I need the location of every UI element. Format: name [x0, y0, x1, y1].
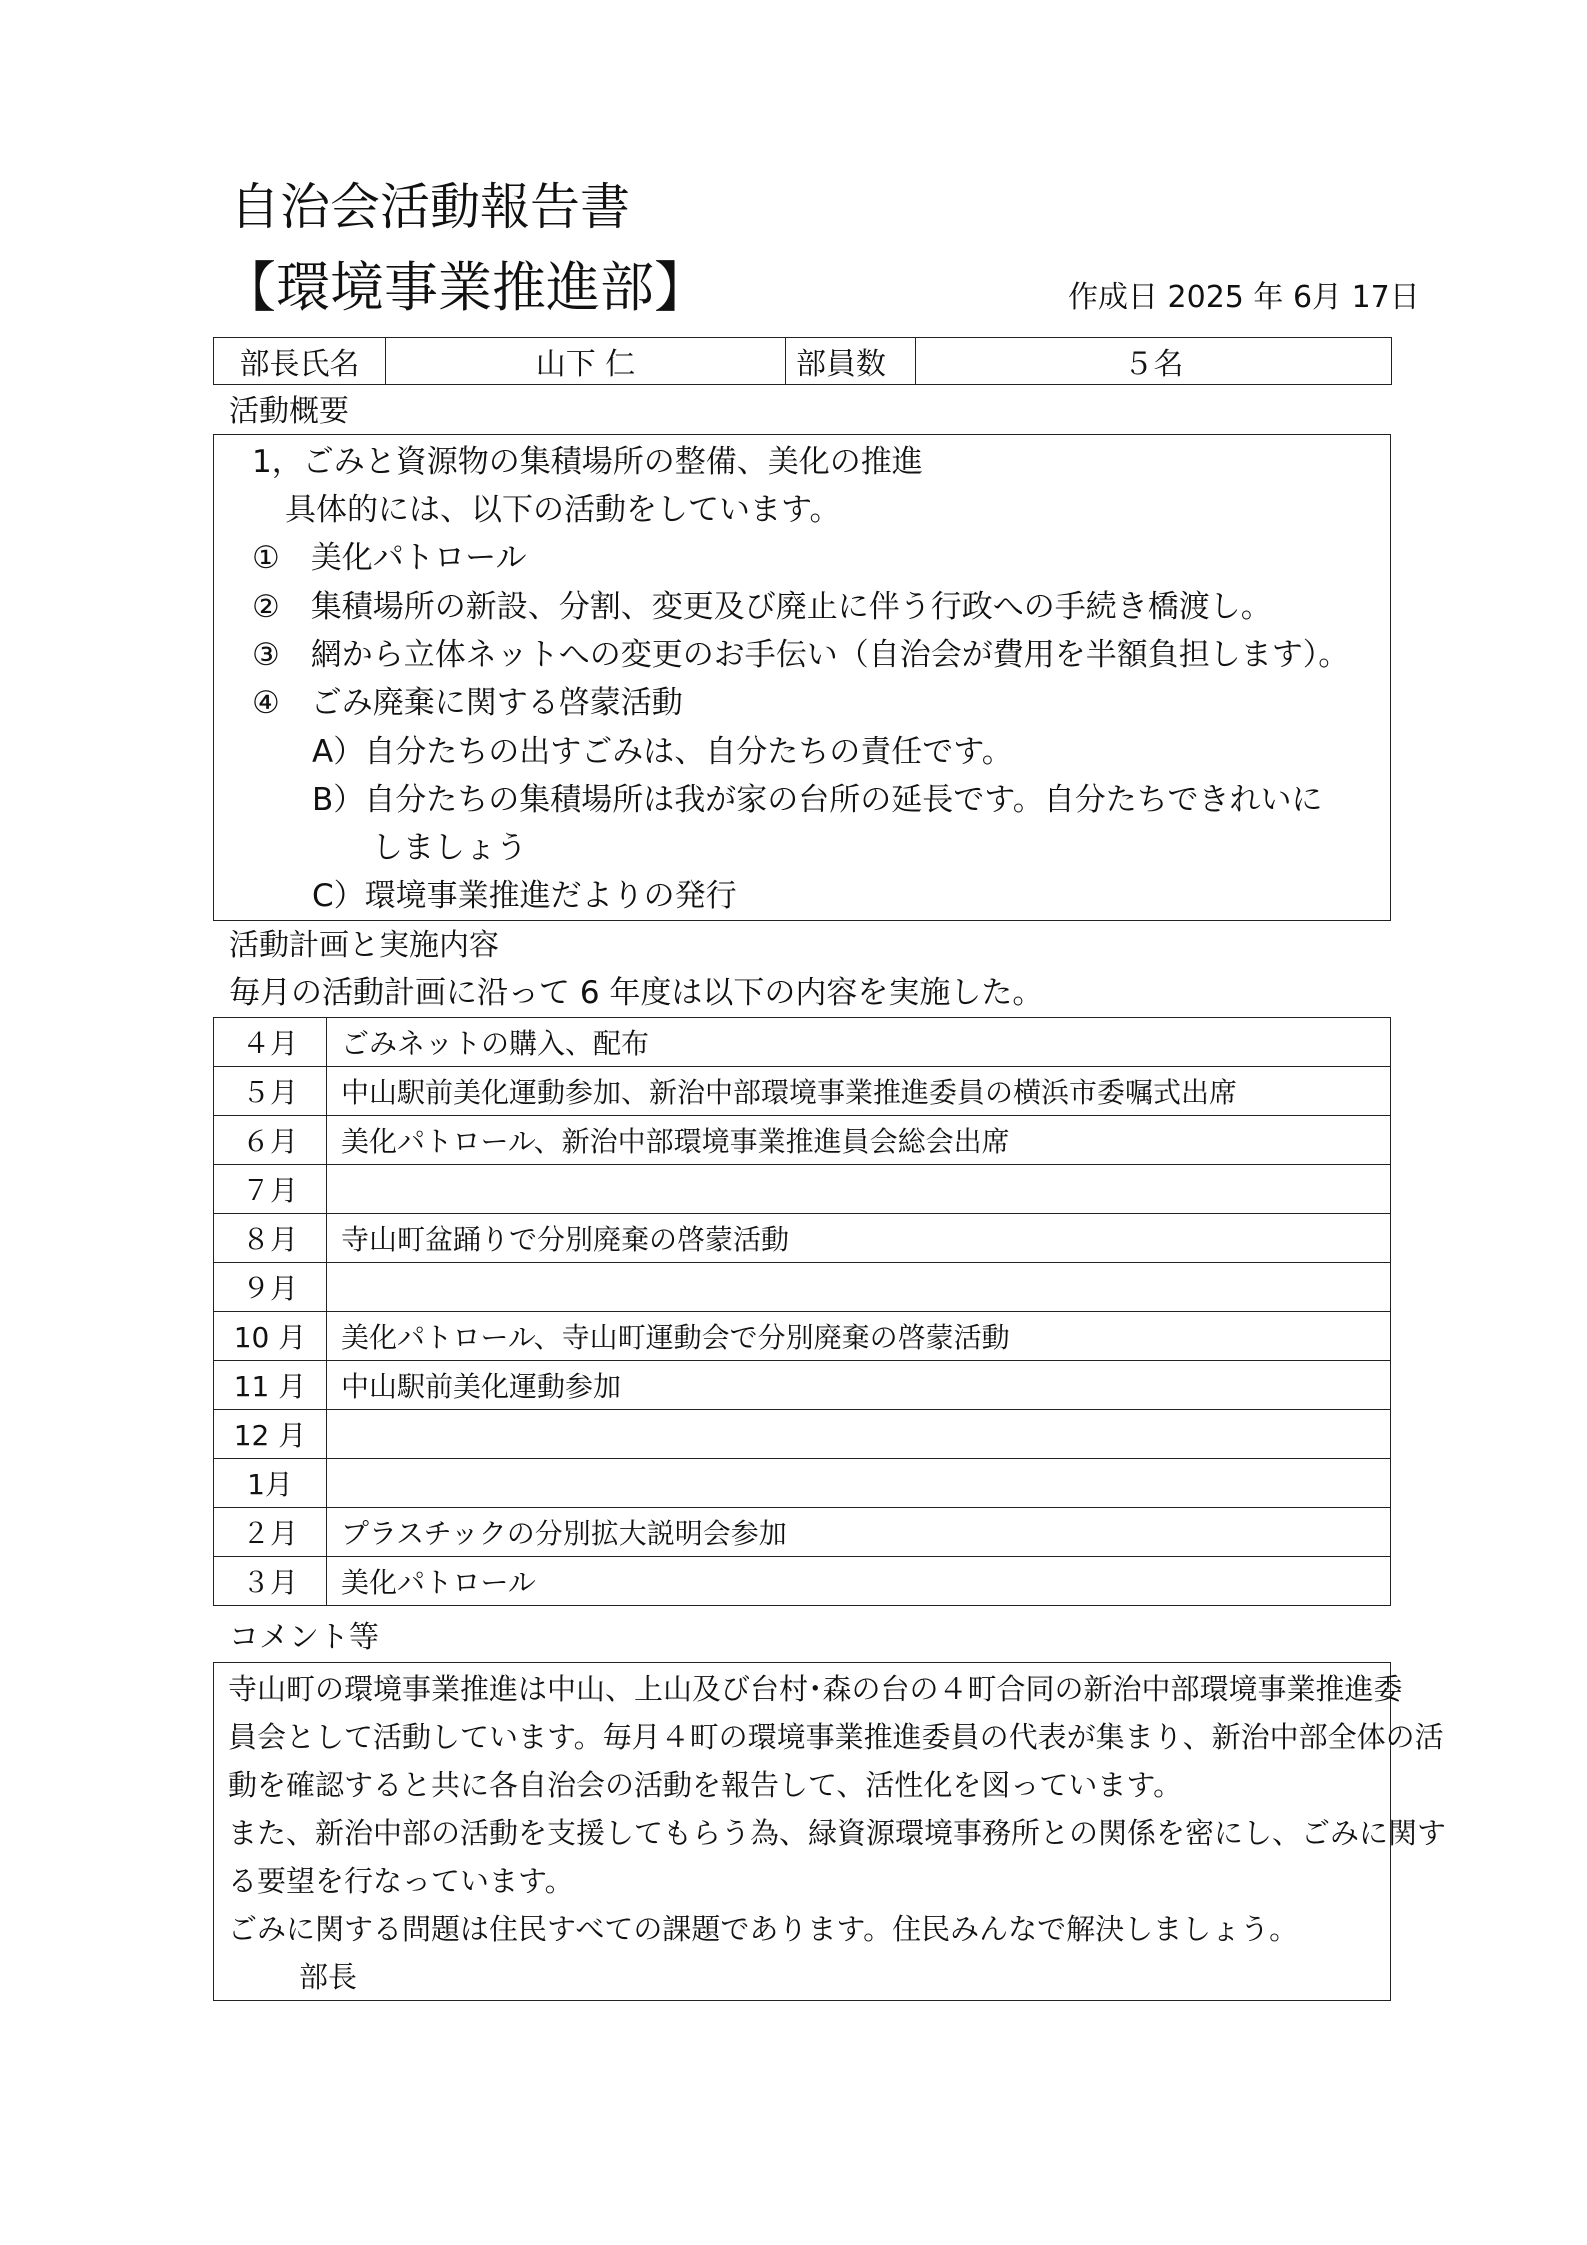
table-row	[214, 1116, 1391, 1165]
comment-line: 寺山町の環境事業推進は中山、上山及び台村･森の台の４町合同の新治中部環境事業推進委	[228, 1672, 1403, 1706]
month-cell: 11 月	[214, 1361, 327, 1410]
table-row	[214, 1067, 1391, 1116]
comment-box	[213, 1662, 1447, 2001]
creation-date: 作成日 2025 年 6月 17日	[1068, 280, 1420, 315]
table-row	[214, 1263, 1391, 1312]
summary-box	[213, 434, 1391, 921]
month-cell: 10 月	[214, 1312, 327, 1361]
table-row	[214, 1361, 1391, 1410]
month-cell: ６月	[214, 1116, 327, 1165]
leader-label: 部長氏名	[214, 338, 386, 385]
table-row	[214, 1557, 1391, 1606]
content-cell	[327, 1459, 1391, 1508]
document-title: 自治会活動報告書	[230, 178, 630, 236]
content-cell: 寺山町盆踊りで分別廃棄の啓蒙活動	[327, 1214, 1391, 1263]
content-cell: プラスチックの分別拡大説明会参加	[327, 1508, 1391, 1557]
summary-line: B）自分たちの集積場所は我が家の台所の延長です。自分たちできれいに	[312, 782, 1323, 818]
comment-line: また、新治中部の活動を支援してもらう為、緑資源環境事務所との関係を密にし、ごみに関す	[228, 1816, 1447, 1850]
plan-heading: 活動計画と実施内容	[229, 928, 499, 963]
members-count: ５名	[916, 338, 1392, 385]
summary-line: しましょう	[372, 830, 527, 866]
monthly-plan-table	[213, 1017, 1391, 1606]
comment-signature: 部長	[299, 1960, 358, 1994]
content-cell: 美化パトロール、新治中部環境事業推進員会総会出席	[327, 1116, 1391, 1165]
plan-intro: 毎月の活動計画に沿って 6 年度は以下の内容を実施した。	[229, 975, 1044, 1011]
table-row	[214, 1214, 1391, 1263]
table-row	[214, 1018, 1391, 1067]
table-row	[214, 1410, 1391, 1459]
month-cell: ７月	[214, 1165, 327, 1214]
department-title: 【環境事業推進部】	[222, 256, 708, 319]
info-table	[213, 337, 1392, 385]
comment-line: ごみに関する問題は住民すべての課題であります。住民みんなで解決しましょう。	[228, 1912, 1299, 1946]
content-cell: 美化パトロール	[327, 1557, 1391, 1606]
comment-heading: コメント等	[229, 1620, 379, 1655]
table-row	[214, 1459, 1391, 1508]
content-cell: 中山駅前美化運動参加、新治中部環境事業推進委員の横浜市委嘱式出席	[327, 1067, 1391, 1116]
month-cell: ２月	[214, 1508, 327, 1557]
table-row	[214, 1312, 1391, 1361]
month-cell: 12 月	[214, 1410, 327, 1459]
content-cell: ごみネットの購入、配布	[327, 1018, 1391, 1067]
table-row	[214, 1165, 1391, 1214]
month-cell: ４月	[214, 1018, 327, 1067]
month-cell: ９月	[214, 1263, 327, 1312]
content-cell	[327, 1165, 1391, 1214]
content-cell: 中山駅前美化運動参加	[327, 1361, 1391, 1410]
content-cell	[327, 1263, 1391, 1312]
summary-line: ③ 網から立体ネットへの変更のお手伝い（自治会が費用を半額負担します）。	[252, 637, 1350, 673]
summary-line: 1，ごみと資源物の集積場所の整備、美化の推進	[252, 444, 923, 480]
month-cell: ８月	[214, 1214, 327, 1263]
comment-line: 員会として活動しています。毎月４町の環境事業推進委員の代表が集まり、新治中部全体の活	[228, 1720, 1444, 1754]
month-cell: 1月	[214, 1459, 327, 1508]
comment-line: 動を確認すると共に各自治会の活動を報告して、活性化を図っています。	[228, 1768, 1183, 1802]
summary-line: A）自分たちの出すごみは、自分たちの責任です。	[312, 734, 1013, 770]
month-cell: ３月	[214, 1557, 327, 1606]
members-label: 部員数	[786, 338, 916, 385]
comment-line: る要望を行なっています。	[228, 1864, 574, 1898]
table-row	[214, 1508, 1391, 1557]
leader-name: 山下 仁	[386, 338, 786, 385]
summary-line: ④ ごみ廃棄に関する啓蒙活動	[252, 685, 683, 721]
month-cell: ５月	[214, 1067, 327, 1116]
content-cell: 美化パトロール、寺山町運動会で分別廃棄の啓蒙活動	[327, 1312, 1391, 1361]
summary-line: ② 集積場所の新設、分割、変更及び廃止に伴う行政への手続き橋渡し。	[252, 589, 1272, 625]
summary-line: ① 美化パトロール	[252, 540, 527, 576]
content-cell	[327, 1410, 1391, 1459]
summary-heading: 活動概要	[229, 394, 349, 429]
summary-line: C）環境事業推進だよりの発行	[312, 878, 737, 914]
summary-line: 具体的には、以下の活動をしています。	[285, 492, 841, 528]
